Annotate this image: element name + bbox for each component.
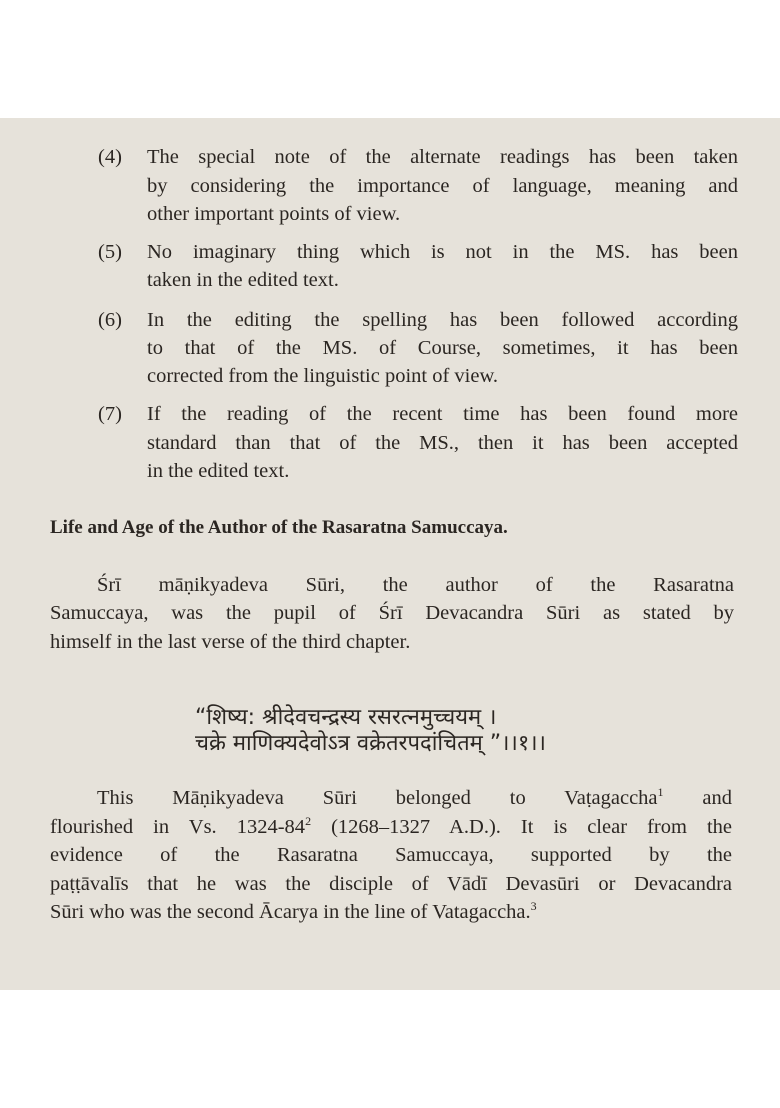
text: and xyxy=(663,787,732,809)
item-line: No imaginary thing which is not in the MS. has been xyxy=(147,241,738,263)
item-line: If the reading of the recent time has been found more xyxy=(147,403,738,425)
item-line: by considering the importance of language, meaning and xyxy=(147,175,738,197)
item-line: to that of the MS. of Course, sometimes, it has been xyxy=(147,337,738,359)
item-line: other important points of view. xyxy=(147,203,401,225)
footnote-ref: 2 xyxy=(305,814,312,829)
paragraph-line xyxy=(50,899,732,925)
paragraph-line xyxy=(97,785,732,811)
paragraph-line: Śrī māṇikyadeva Sūri, the author of the Rasaratna xyxy=(97,574,734,596)
text: flourished in Vs. 1324-84 xyxy=(50,816,306,838)
footnote-ref: 3 xyxy=(530,899,537,914)
text: (1268–1327 A.D.). It is clear from the xyxy=(311,816,732,838)
item-number: (4) xyxy=(98,146,122,168)
item-number: (7) xyxy=(98,403,122,425)
section-heading: Life and Age of the Author of the Rasaratna Samuccaya. xyxy=(50,517,508,538)
item-line: In the editing the spelling has been followed according xyxy=(147,309,738,331)
item-line: in the edited text. xyxy=(147,460,290,482)
paragraph-line: paṭṭāvalīs that he was the disciple of Vādī Devasūri or Devacandra xyxy=(50,873,732,895)
footnote-ref: 1 xyxy=(657,785,664,800)
verse-line: “शिष्य: श्रीदेवचन्द्रस्य रसरत्नमुच्चयम् । xyxy=(195,705,497,730)
paragraph-line xyxy=(50,814,732,840)
item-line: The special note of the alternate readings has been taken xyxy=(147,146,738,168)
paragraph-line: Samuccaya, was the pupil of Śrī Devacandra Sūri as stated by xyxy=(50,602,734,624)
text: This Māṇikyadeva Sūri belonged to Vaṭagaccha xyxy=(97,787,658,809)
paragraph-line: evidence of the Rasaratna Samuccaya, supported by the xyxy=(50,844,732,866)
item-number: (5) xyxy=(98,241,122,263)
item-line: corrected from the linguistic point of view. xyxy=(147,365,499,387)
item-line: taken in the edited text. xyxy=(147,269,339,291)
item-number: (6) xyxy=(98,309,122,331)
item-line: standard than that of the MS., then it has been accepted xyxy=(147,432,738,454)
paragraph-line: himself in the last verse of the third chapter. xyxy=(50,631,411,653)
verse-line: चक्रे माणिक्यदेवोऽत्र वक्रेतरपदांचितम् ”।।१।। xyxy=(195,731,546,756)
text: Sūri who was the second Ācarya in the line of Vatagaccha. xyxy=(50,901,531,923)
